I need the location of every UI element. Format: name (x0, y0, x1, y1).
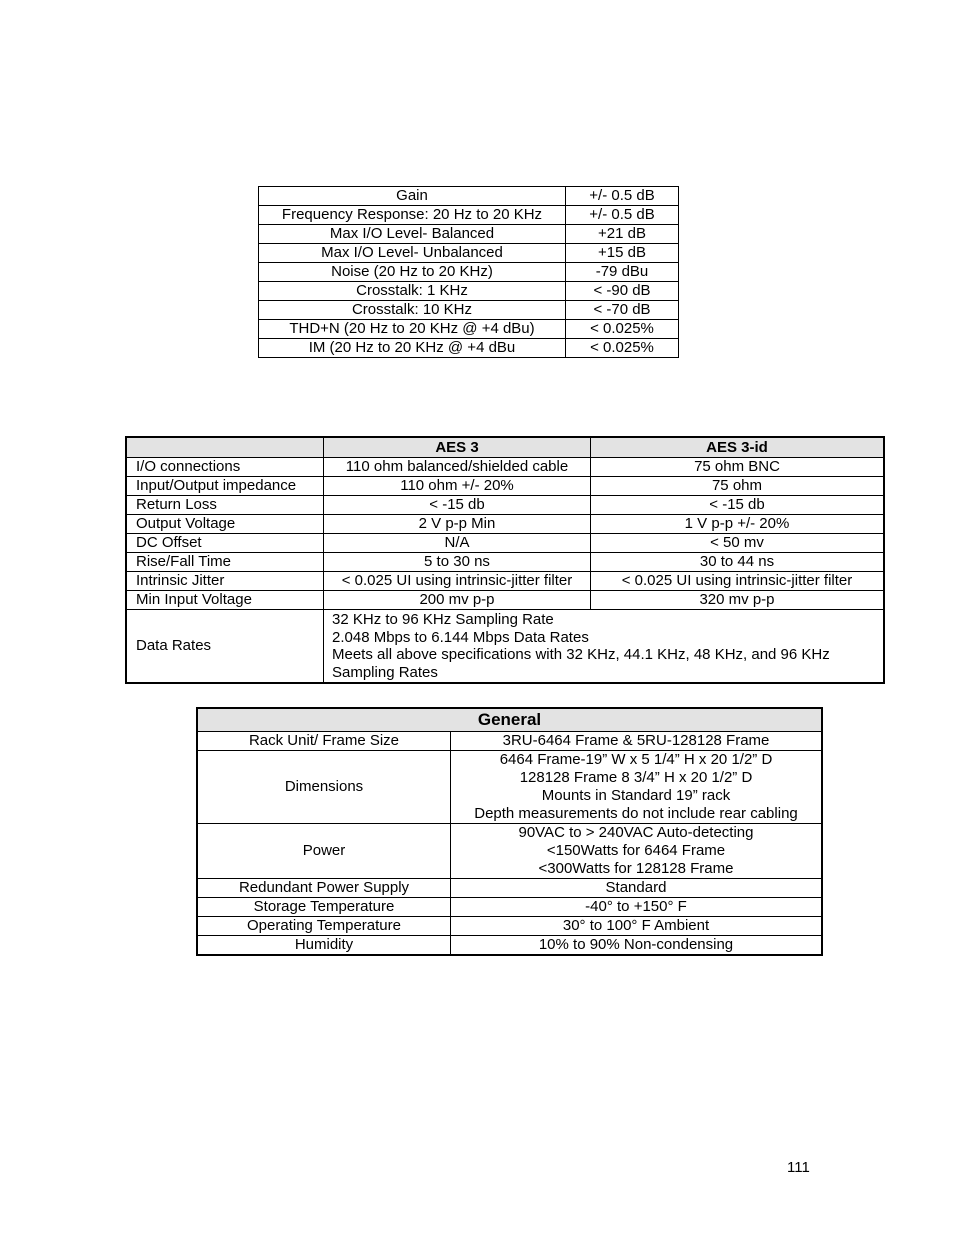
spec-param: Redundant Power Supply (197, 879, 451, 898)
table-title: General (197, 708, 822, 732)
spec-value: +15 dB (566, 244, 679, 263)
aes3-value: 200 mv p-p (324, 591, 591, 610)
table-row (259, 225, 679, 244)
data-rates-line: 32 KHz to 96 KHz Sampling Rate (332, 611, 554, 628)
dimensions-line: Mounts in Standard 19” rack (541, 787, 731, 804)
table-row (259, 339, 679, 358)
spec-param: Operating Temperature (197, 917, 451, 936)
spec-param: Power (197, 824, 451, 879)
table-row (126, 591, 884, 610)
data-rates-description (324, 610, 885, 684)
table-row (259, 187, 679, 206)
table-row (259, 263, 679, 282)
general-specs-table (196, 707, 823, 956)
table-row (259, 301, 679, 320)
aes3id-value: < 0.025 UI using intrinsic-jitter filter (591, 572, 885, 591)
table-row (126, 496, 884, 515)
spec-value: < -70 dB (566, 301, 679, 320)
spec-value: 10% to 90% Non-condensing (451, 936, 823, 956)
table-row (126, 458, 884, 477)
dimensions-line: 128128 Frame 8 3/4” H x 20 1/2” D (519, 769, 753, 786)
table-row (126, 534, 884, 553)
table-row (197, 898, 822, 917)
spec-param: DC Offset (126, 534, 324, 553)
table-row (126, 515, 884, 534)
aes3-value: < -15 db (324, 496, 591, 515)
spec-param: Input/Output impedance (126, 477, 324, 496)
page-number: 111 (787, 1159, 810, 1176)
digital-specs-table (125, 436, 885, 684)
spec-param: IM (20 Hz to 20 KHz @ +4 dBu (259, 339, 566, 358)
spec-param: Max I/O Level- Unbalanced (259, 244, 566, 263)
table-title-row (197, 708, 822, 732)
spec-param: Dimensions (197, 751, 451, 824)
data-rates-line: 2.048 Mbps to 6.144 Mbps Data Rates (332, 628, 589, 646)
column-header-aes3id: AES 3-id (591, 437, 885, 458)
spec-param: Gain (259, 187, 566, 206)
table-row (197, 732, 822, 751)
spec-param: Rise/Fall Time (126, 553, 324, 572)
spec-param: Frequency Response: 20 Hz to 20 KHz (259, 206, 566, 225)
aes3id-value: 320 mv p-p (591, 591, 885, 610)
spec-value: < 0.025% (566, 320, 679, 339)
spec-value: < 0.025% (566, 339, 679, 358)
column-header-blank (126, 437, 324, 458)
spec-param: Humidity (197, 936, 451, 956)
table-row (259, 244, 679, 263)
aes3id-value: < -15 db (591, 496, 885, 515)
dimensions-line: Depth measurements do not include rear cabling (474, 805, 798, 822)
table-row (126, 572, 884, 591)
spec-param: Crosstalk: 1 KHz (259, 282, 566, 301)
spec-value: < -90 dB (566, 282, 679, 301)
spec-param: Return Loss (126, 496, 324, 515)
table-row-data-rates (126, 610, 884, 684)
table-row (259, 320, 679, 339)
table-row (197, 936, 822, 956)
spec-value: 3RU-6464 Frame & 5RU-128128 Frame (451, 732, 823, 751)
table-row (126, 553, 884, 572)
aes3-value: N/A (324, 534, 591, 553)
power-line: 90VAC to > 240VAC Auto-detecting (518, 824, 754, 841)
spec-param: Rack Unit/ Frame Size (197, 732, 451, 751)
aes3id-value: 75 ohm (591, 477, 885, 496)
spec-value: 30° to 100° F Ambient (451, 917, 823, 936)
aes3id-value: < 50 mv (591, 534, 885, 553)
aes3-value: 110 ohm balanced/shielded cable (324, 458, 591, 477)
dimensions-line: 6464 Frame-19” W x 5 1/4” H x 20 1/2” D (499, 751, 773, 768)
spec-param: Output Voltage (126, 515, 324, 534)
table-row (259, 282, 679, 301)
spec-param: Crosstalk: 10 KHz (259, 301, 566, 320)
table-row-power (197, 824, 822, 879)
aes3id-value: 1 V p-p +/- 20% (591, 515, 885, 534)
aes3-value: 2 V p-p Min (324, 515, 591, 534)
table-row (197, 879, 822, 898)
aes3id-value: 30 to 44 ns (591, 553, 885, 572)
spec-param: THD+N (20 Hz to 20 KHz @ +4 dBu) (259, 320, 566, 339)
spec-value: +/- 0.5 dB (566, 206, 679, 225)
spec-value: +21 dB (566, 225, 679, 244)
spec-value: -40° to +150° F (451, 898, 823, 917)
aes3id-value: 75 ohm BNC (591, 458, 885, 477)
analog-specs-table (258, 186, 679, 358)
power-line: <150Watts for 6464 Frame (546, 842, 726, 859)
spec-value: +/- 0.5 dB (566, 187, 679, 206)
power-line: <300Watts for 128128 Frame (538, 860, 734, 877)
aes3-value: < 0.025 UI using intrinsic-jitter filter (324, 572, 591, 591)
spec-param: Intrinsic Jitter (126, 572, 324, 591)
dimensions-value (451, 751, 823, 824)
aes3-value: 110 ohm +/- 20% (324, 477, 591, 496)
data-rates-line: Meets all above specifications with 32 KHz, 44.1 KHz, 48 KHz, and 96 KHz (332, 646, 830, 663)
spec-param: Noise (20 Hz to 20 KHz) (259, 263, 566, 282)
spec-value: -79 dBu (566, 263, 679, 282)
column-header-aes3: AES 3 (324, 437, 591, 458)
table-header-row (126, 437, 884, 458)
spec-value: Standard (451, 879, 823, 898)
data-rates-line: Sampling Rates (332, 663, 438, 681)
table-row-dimensions (197, 751, 822, 824)
table-row (126, 477, 884, 496)
spec-param: Max I/O Level- Balanced (259, 225, 566, 244)
aes3-value: 5 to 30 ns (324, 553, 591, 572)
spec-param: Storage Temperature (197, 898, 451, 917)
table-row (197, 917, 822, 936)
spec-param: I/O connections (126, 458, 324, 477)
spec-param: Data Rates (126, 610, 324, 684)
spec-param: Min Input Voltage (126, 591, 324, 610)
power-value (451, 824, 823, 879)
table-row (259, 206, 679, 225)
